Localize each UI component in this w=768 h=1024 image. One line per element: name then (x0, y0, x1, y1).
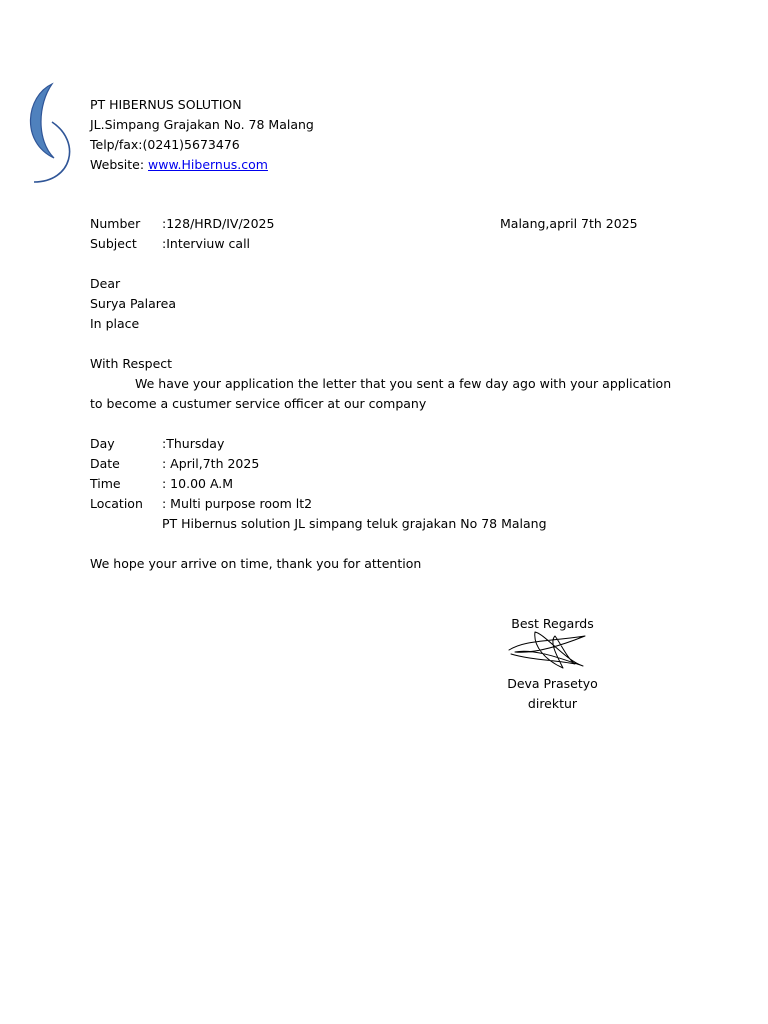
schedule-value: : Multi purpose room lt2 (162, 496, 313, 511)
website-label: Website: (90, 157, 149, 172)
number-value: :128/HRD/IV/2025 (162, 216, 275, 231)
place-date: Malang,april 7th 2025 (500, 216, 638, 231)
schedule-value: : April,7th 2025 (162, 456, 260, 471)
schedule-value: : 10.00 A.M (162, 476, 234, 491)
schedule-location (90, 494, 547, 514)
salutation: Dear (90, 276, 121, 291)
greeting: With Respect (90, 356, 173, 371)
letterhead (90, 95, 314, 175)
recipient-block (90, 274, 176, 334)
subject-label: Subject (90, 236, 137, 251)
number-row (90, 214, 274, 234)
body-paragraph: We have your application the letter that you sent a few day ago with your application to become a custumer service officer at our company (90, 376, 672, 411)
number-label: Number (90, 216, 141, 231)
signature-icon (505, 630, 589, 670)
signer-title: direktur (527, 696, 578, 711)
closing-line: We hope your arrive on time, thank you for attention (90, 556, 422, 571)
schedule-value: :Thursday (162, 436, 225, 451)
website-link[interactable]: www.Hibernus.com (148, 157, 268, 172)
company-name: PT HIBERNUS SOLUTION (90, 97, 242, 112)
regards: Best Regards (511, 616, 594, 631)
recipient-name: Surya Palarea (90, 296, 177, 311)
schedule-block (90, 434, 547, 534)
letter-meta (90, 214, 274, 254)
company-address: JL.Simpang Grajakan No. 78 Malang (90, 117, 314, 132)
schedule-label: Location (90, 496, 143, 511)
company-logo-icon (22, 82, 74, 186)
company-website (90, 155, 314, 175)
schedule-time (90, 474, 547, 494)
schedule-day (90, 434, 547, 454)
recipient-place: In place (90, 316, 140, 331)
subject-value: :Interviuw call (162, 236, 251, 251)
signer-name: Deva Prasetyo (507, 676, 598, 691)
location-detail: PT Hibernus solution JL simpang teluk grajakan No 78 Malang (162, 516, 547, 531)
subject-row (90, 234, 274, 254)
schedule-date (90, 454, 547, 474)
company-phone: Telp/fax:(0241)5673476 (90, 137, 240, 152)
schedule-label: Time (90, 476, 121, 491)
schedule-label: Day (90, 436, 115, 451)
schedule-label: Date (90, 456, 120, 471)
